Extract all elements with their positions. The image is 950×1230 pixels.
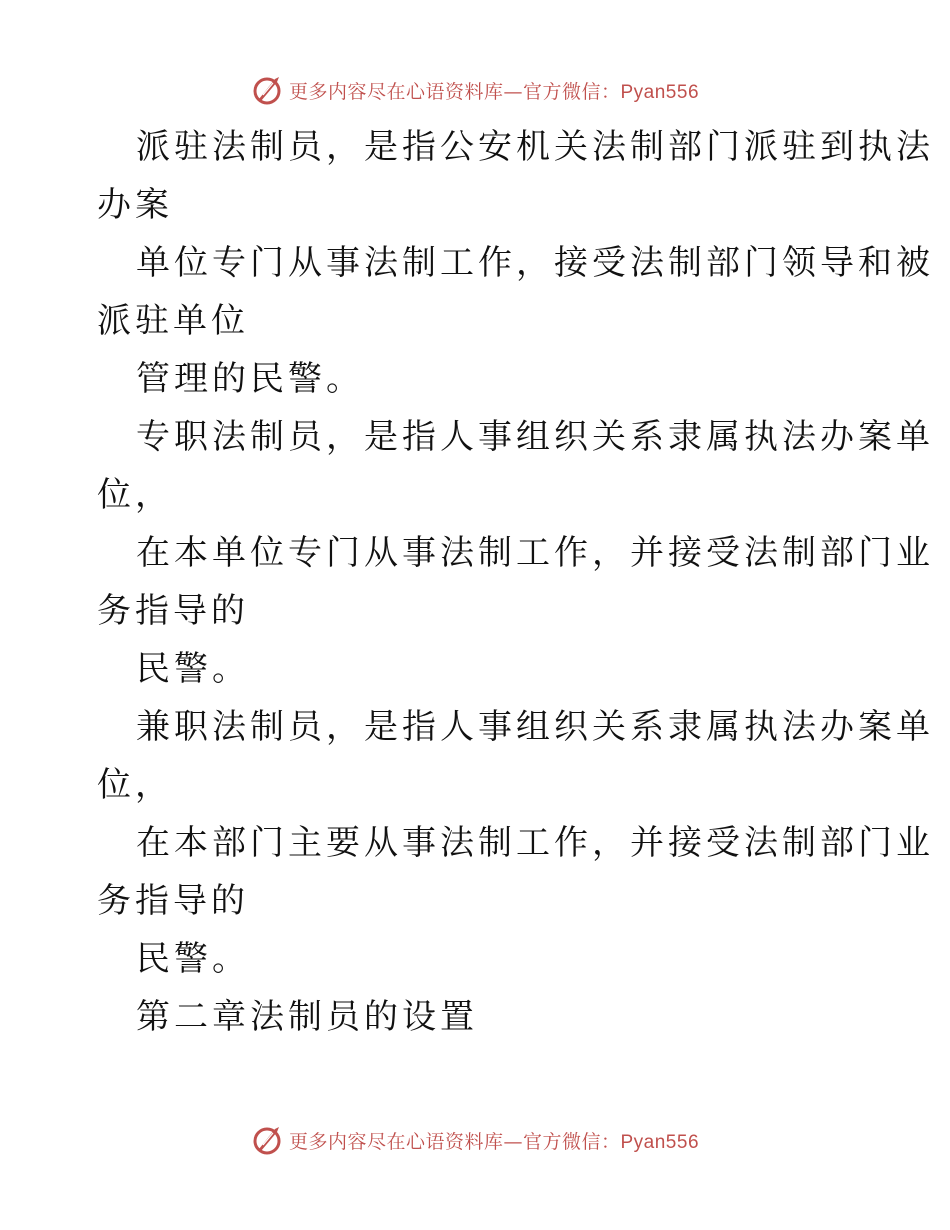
footer-banner bbox=[0, 1120, 950, 1160]
header-banner bbox=[0, 70, 950, 110]
header-wechat-id: Pyan556 bbox=[620, 81, 700, 103]
quill-pen-circle-icon bbox=[251, 1123, 285, 1157]
text-line: 位， bbox=[97, 475, 173, 515]
text-line: 单位专门从事法制工作，接受法制部门领导和被 bbox=[136, 243, 934, 283]
text-line: 派驻法制员，是指公安机关法制部门派驻到执法 bbox=[136, 127, 934, 167]
document-body bbox=[97, 118, 934, 1046]
text-line: 务指导的 bbox=[97, 881, 249, 921]
text-line: 兼职法制员，是指人事组织关系隶属执法办案单 bbox=[136, 707, 934, 747]
text-line: 民警。 bbox=[136, 649, 250, 689]
header-text: 更多内容尽在心语资料库—官方微信：Pyan556 bbox=[288, 80, 700, 103]
footer-text: 更多内容尽在心语资料库—官方微信：Pyan556 bbox=[288, 1130, 700, 1153]
footer-wechat-id: Pyan556 bbox=[620, 1131, 700, 1153]
quill-pen-circle-icon bbox=[251, 73, 285, 107]
text-line: 专职法制员，是指人事组织关系隶属执法办案单 bbox=[136, 417, 934, 457]
text-line: 民警。 bbox=[136, 939, 250, 979]
text-line: 位， bbox=[97, 765, 173, 805]
text-line: 办案 bbox=[97, 185, 173, 225]
text-line: 在本部门主要从事法制工作，并接受法制部门业 bbox=[136, 823, 934, 863]
text-line: 务指导的 bbox=[97, 591, 249, 631]
text-line: 第二章法制员的设置 bbox=[136, 997, 478, 1037]
text-line: 在本单位专门从事法制工作，并接受法制部门业 bbox=[136, 533, 934, 573]
text-line: 派驻单位 bbox=[97, 301, 249, 341]
text-line: 管理的民警。 bbox=[136, 359, 364, 399]
